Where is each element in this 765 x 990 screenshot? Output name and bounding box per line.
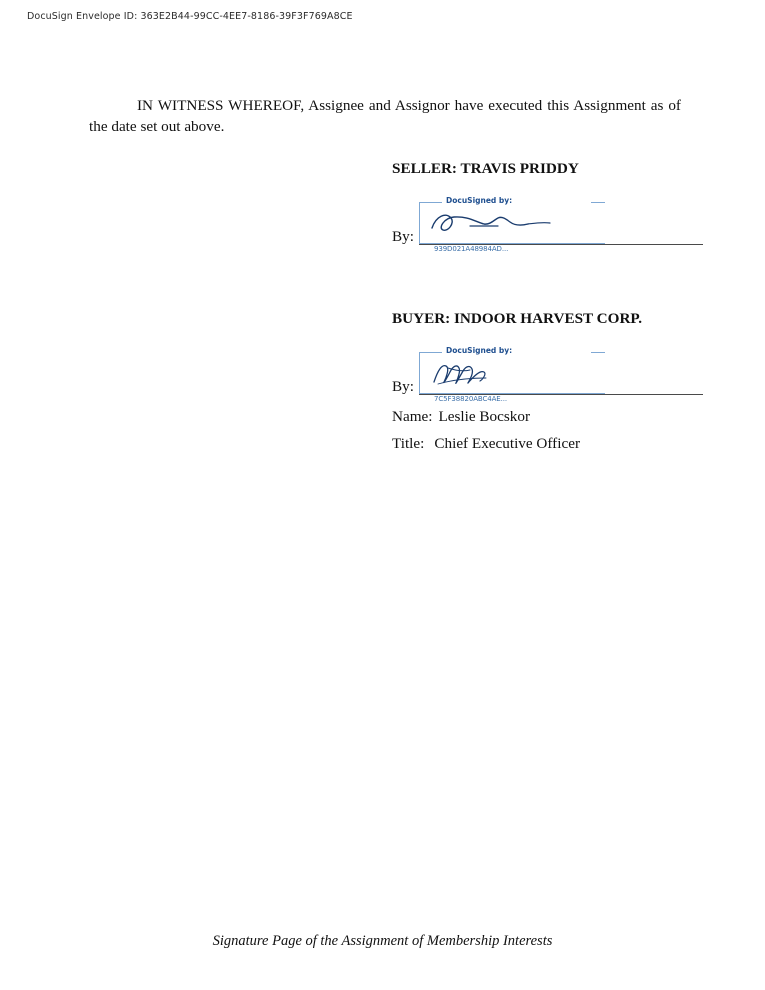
seller-docusign-id: 939D021A48984AD... bbox=[434, 245, 509, 253]
buyer-title-value: Chief Executive Officer bbox=[434, 435, 580, 452]
seller-heading: SELLER: TRAVIS PRIDDY bbox=[392, 160, 579, 177]
buyer-signature-icon bbox=[424, 356, 600, 390]
buyer-docusigned-by-label: DocuSigned by: bbox=[446, 346, 513, 355]
buyer-signature-block bbox=[392, 310, 722, 453]
seller-by-row bbox=[392, 196, 722, 253]
seller-by-label: By: bbox=[392, 228, 414, 245]
buyer-docusign-stamp[interactable] bbox=[419, 346, 605, 403]
seller-signature-block bbox=[392, 160, 722, 253]
seller-signature-icon bbox=[424, 206, 600, 240]
buyer-title-key: Title: bbox=[392, 435, 425, 452]
witness-whereof-paragraph: IN WITNESS WHEREOF, Assignee and Assignor have executed this Assignment as of the date set out above. bbox=[89, 97, 681, 135]
page-footer: Signature Page of the Assignment of Membership Interests bbox=[212, 933, 553, 949]
buyer-docusign-id: 7C5F38820ABC4AE... bbox=[434, 395, 507, 403]
buyer-by-label: By: bbox=[392, 378, 414, 395]
buyer-name-value: Leslie Bocskor bbox=[438, 408, 531, 425]
buyer-heading: BUYER: INDOOR HARVEST CORP. bbox=[392, 310, 643, 327]
seller-docusigned-by-label: DocuSigned by: bbox=[446, 196, 513, 205]
docusign-envelope-id: DocuSign Envelope ID: 363E2B44-99CC-4EE7-8186-39F3F769A8CE bbox=[27, 11, 353, 22]
buyer-name-line bbox=[392, 408, 722, 426]
seller-docusign-stamp[interactable] bbox=[419, 196, 605, 253]
buyer-title-line bbox=[392, 435, 722, 453]
buyer-by-row bbox=[392, 346, 722, 403]
buyer-name-key: Name: bbox=[392, 408, 433, 425]
